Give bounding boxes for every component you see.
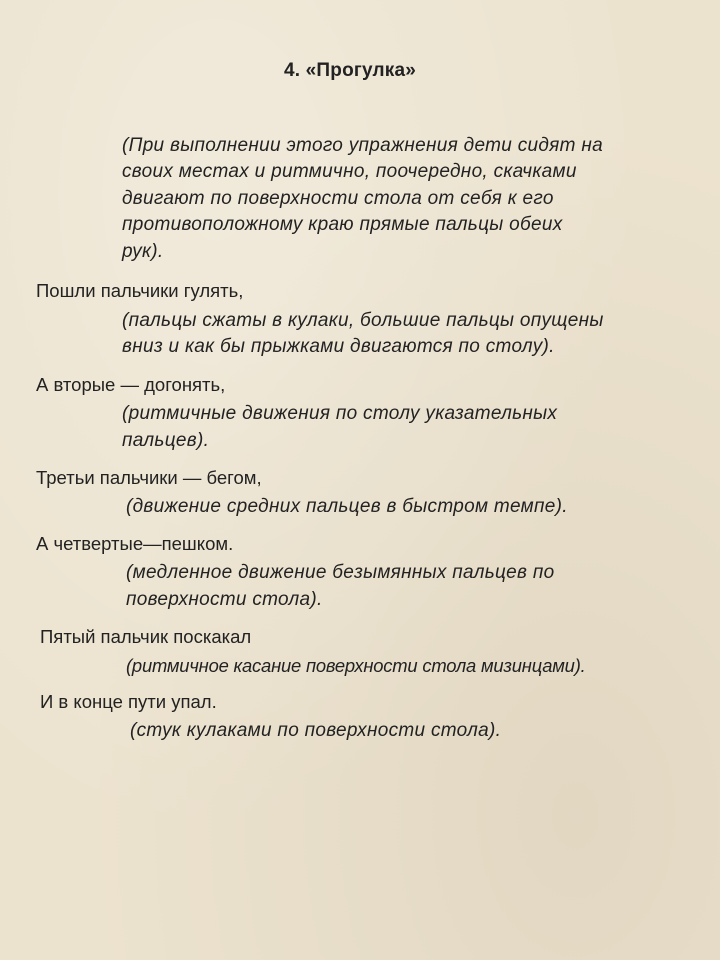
verse-5-note-line-1: (ритмичное касание поверхности стола мизинцами). [126,655,586,676]
verse-3-note-line-1: (движение средних пальцев в быстром темпе). [126,496,568,517]
intro-line-5: рук). [122,241,164,262]
verse-2-note-line-2: пальцев). [122,430,210,451]
verse-6-note-line-1: (стук кулаками по поверхности стола). [130,720,502,741]
verse-4-note-line-2: поверхности стола). [126,589,323,610]
verse-4-note-line-1: (медленное движение безымянных пальцев по [126,562,555,583]
page-title: 4. «Прогулка» [283,60,417,81]
verse-line-4: А четвертые—пешком. [36,533,234,554]
verse-line-1: Пошли пальчики гулять, [36,280,244,301]
verse-2-note-line-1: (ритмичные движения по столу указательных [122,403,558,424]
verse-1-note-line-2: вниз и как бы прыжками двигаются по столу). [122,336,555,357]
intro-line-3: двигают по поверхности стола от себя к его [122,188,554,209]
verse-line-6: И в конце пути упал. [40,691,217,712]
verse-line-3: Третьи пальчики — бегом, [36,467,262,488]
verse-line-5: Пятый пальчик поскакал [40,626,252,647]
intro-line-2: своих местах и ритмично, поочередно, скачками [122,161,577,182]
verse-1-note-line-1: (пальцы сжаты в кулаки, большие пальцы опущены [122,310,604,331]
intro-line-4: противоположному краю прямые пальцы обеих [122,214,563,235]
verse-line-2: А вторые — догонять, [36,374,226,395]
intro-line-1: (При выполнении этого упражнения дети сидят на [122,135,603,156]
